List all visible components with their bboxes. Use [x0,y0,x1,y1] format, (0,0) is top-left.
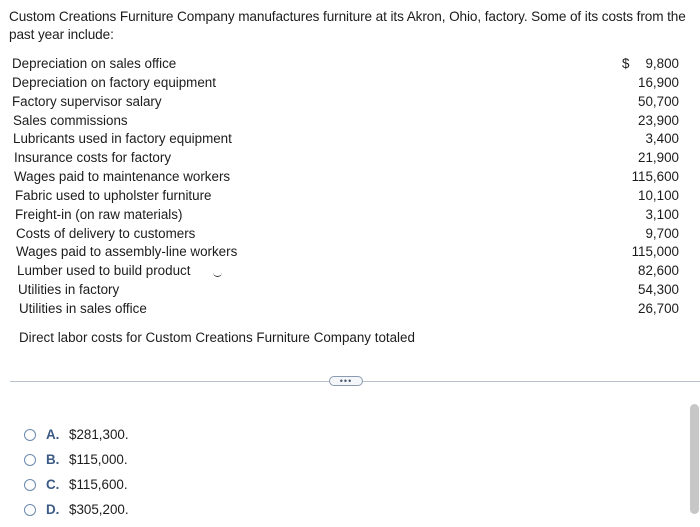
cost-list [0,55,700,319]
cost-label: Depreciation on sales office [12,56,177,71]
cost-label: Wages paid to assembly‑line workers [16,244,238,260]
option-letter: A. [46,427,60,442]
radio-icon[interactable] [24,429,36,441]
cost-value: 10,100 [638,187,679,203]
cost-value: 21,900 [638,150,679,166]
cost-label: Fabric used to upholster furniture [15,187,212,203]
cost-label: Lubricants used in factory equipment [13,131,232,147]
option-text: $305,200. [69,502,129,517]
radio-icon[interactable] [24,454,36,466]
cost-row [0,55,700,74]
cost-label: Lumber used to build product [17,263,191,279]
option-letter: D. [46,502,60,517]
cost-label: Utilities in factory [18,282,120,298]
problem-intro: Custom Creations Furniture Company manufactures furniture at its Akron, Ohio, factory. Some of its costs from the past year include: [9,9,686,42]
cost-row [0,187,700,206]
cost-value: 16,900 [638,74,679,90]
answer-options [24,422,129,522]
cost-row [0,243,700,262]
option-letter: C. [46,477,60,492]
answer-option-a[interactable] [24,422,129,447]
cost-value: 115,600 [631,169,679,185]
cost-value: 82,600 [638,263,679,279]
cost-value: 3,100 [645,206,679,222]
cost-value: 115,000 [631,244,679,260]
cost-row [0,112,700,131]
expand-more-button[interactable]: ••• [329,376,363,386]
cost-label: Depreciation on factory equipment [12,74,216,90]
cost-row [0,93,700,112]
cost-row [0,74,700,93]
radio-icon[interactable] [24,504,36,516]
answer-option-d[interactable] [24,497,129,522]
answer-option-c[interactable] [24,472,129,497]
cost-value: 3,400 [645,131,679,147]
cost-label: Costs of delivery to customers [16,225,196,241]
cost-row [0,262,700,281]
option-text: $115,000. [69,452,128,467]
cost-label: Wages paid to maintenance workers [14,169,231,185]
option-text: $281,300. [69,427,129,442]
scrollbar-thumb[interactable] [690,404,699,514]
answer-option-b[interactable] [24,447,129,472]
question-text: Direct labor costs for Custom Creations Furniture Company totaled [19,330,415,345]
cost-value: 26,700 [638,300,679,316]
cost-label: Factory supervisor salary [12,93,162,109]
currency-symbol: $ [622,56,630,71]
cost-row [0,225,700,244]
cost-row [0,300,700,319]
cost-row [0,149,700,168]
cost-value: 9,800 [645,56,679,71]
radio-icon[interactable] [24,479,36,491]
cost-row [0,206,700,225]
cost-label: Utilities in sales office [19,300,147,316]
cost-row [0,281,700,300]
option-text: $115,600. [69,477,128,492]
cost-row [0,168,700,187]
cost-value: 9,700 [645,225,679,241]
cost-value: 23,900 [638,112,679,128]
cost-value: 50,700 [638,93,679,109]
cost-value: 54,300 [638,282,679,298]
cost-row [0,130,700,149]
option-letter: B. [46,452,60,467]
cost-label: Freight‑in (on raw materials) [15,206,183,222]
cost-label: Sales commissions [13,112,128,128]
cost-label: Insurance costs for factory [14,150,172,166]
